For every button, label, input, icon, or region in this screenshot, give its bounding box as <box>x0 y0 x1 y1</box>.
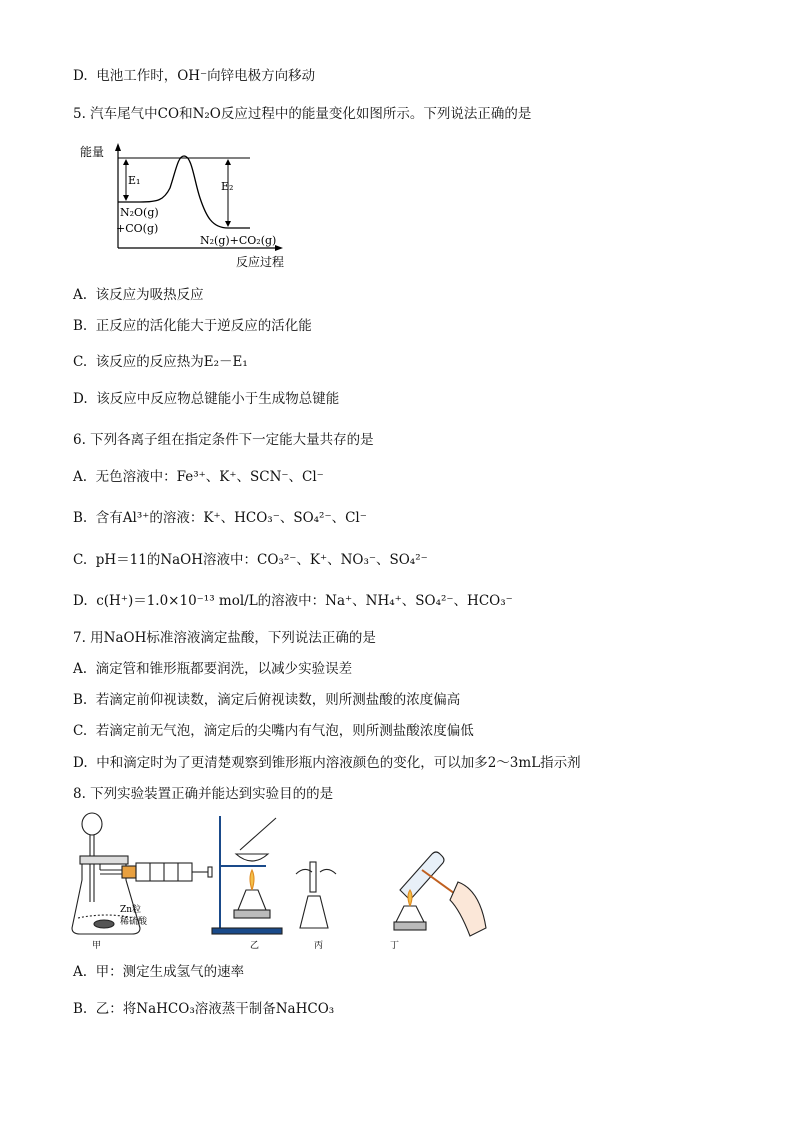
q8-option-b: B. 乙：将NaHCO₃溶液蒸干制备NaHCO₃ <box>73 1001 335 1017</box>
q7-stem: 7. 用NaOH标准溶液滴定盐酸，下列说法正确的是 <box>73 630 376 646</box>
q5-option-c: C. 该反应的反应热为E₂－E₁ <box>73 354 248 370</box>
q7-option-c: C. 若滴定前无气泡，滴定后的尖嘴内有气泡，则所测盐酸浓度偏低 <box>73 723 474 739</box>
q8-stem: 8. 下列实验装置正确并能达到实验目的的是 <box>73 786 334 802</box>
q6-option-a: A. 无色溶液中：Fe³⁺、K⁺、SCN⁻、Cl⁻ <box>73 469 324 485</box>
label-bing: 丙 <box>314 941 324 951</box>
energy-axis-label: 能量 <box>80 145 105 159</box>
energy-diagram <box>78 140 298 272</box>
q5-option-b: B. 正反应的活化能大于逆反应的活化能 <box>73 318 312 334</box>
apparatus-figure <box>70 810 490 952</box>
q6-option-c: C. pH＝11的NaOH溶液中：CO₃²⁻、K⁺、NO₃⁻、SO₄²⁻ <box>73 552 428 568</box>
q5-option-d: D. 该反应中反应物总键能小于生成物总键能 <box>73 391 340 407</box>
product-label: N₂(g)+CO₂(g) <box>200 234 277 247</box>
q7-option-b: B. 若滴定前仰视读数，滴定后俯视读数，则所测盐酸的浓度偏高 <box>73 692 461 708</box>
q8-option-a: A. 甲：测定生成氢气的速率 <box>73 964 245 980</box>
label-ding: 丁 <box>390 941 400 951</box>
apparatus-ding <box>394 852 486 936</box>
apparatus-bing <box>296 862 336 928</box>
e2-label: E₂ <box>221 180 234 193</box>
q6-stem: 6. 下列各离子组在指定条件下一定能大量共存的是 <box>73 432 374 448</box>
reaction-axis-label: 反应过程 <box>236 255 285 269</box>
q6-option-d: D. c(H⁺)＝1.0×10⁻¹³ mol/L的溶液中：Na⁺、NH₄⁺、SO₄²⁻、HCO₃⁻ <box>73 593 513 609</box>
q6-option-b: B. 含有Al³⁺的溶液：K⁺、HCO₃⁻、SO₄²⁻、Cl⁻ <box>73 510 367 526</box>
q7-option-d: D. 中和滴定时为了更清楚观察到锥形瓶内溶液颜色的变化，可以加多2～3mL指示剂 <box>73 755 581 771</box>
label-jia: 甲 <box>92 941 102 951</box>
apparatus-yi <box>212 816 282 934</box>
label-yi: 乙 <box>250 941 260 951</box>
q7-option-a: A. 滴定管和锥形瓶都要润洗，以减少实验误差 <box>73 661 353 677</box>
zn-label: Zn粒 <box>120 905 142 915</box>
q5-stem: 5. 汽车尾气中CO和N₂O反应过程中的能量变化如图所示。下列说法正确的是 <box>73 106 532 122</box>
acid-label: 稀硫酸 <box>120 917 148 927</box>
reactant-label-2: +CO(g) <box>116 222 159 235</box>
q5-option-a: A. 该反应为吸热反应 <box>73 287 204 303</box>
apparatus-jia <box>72 813 212 934</box>
q4-option-d: D. 电池工作时，OH⁻向锌电极方向移动 <box>73 68 316 84</box>
reactant-label-1: N₂O(g) <box>120 206 159 219</box>
e1-label: E₁ <box>128 174 141 187</box>
